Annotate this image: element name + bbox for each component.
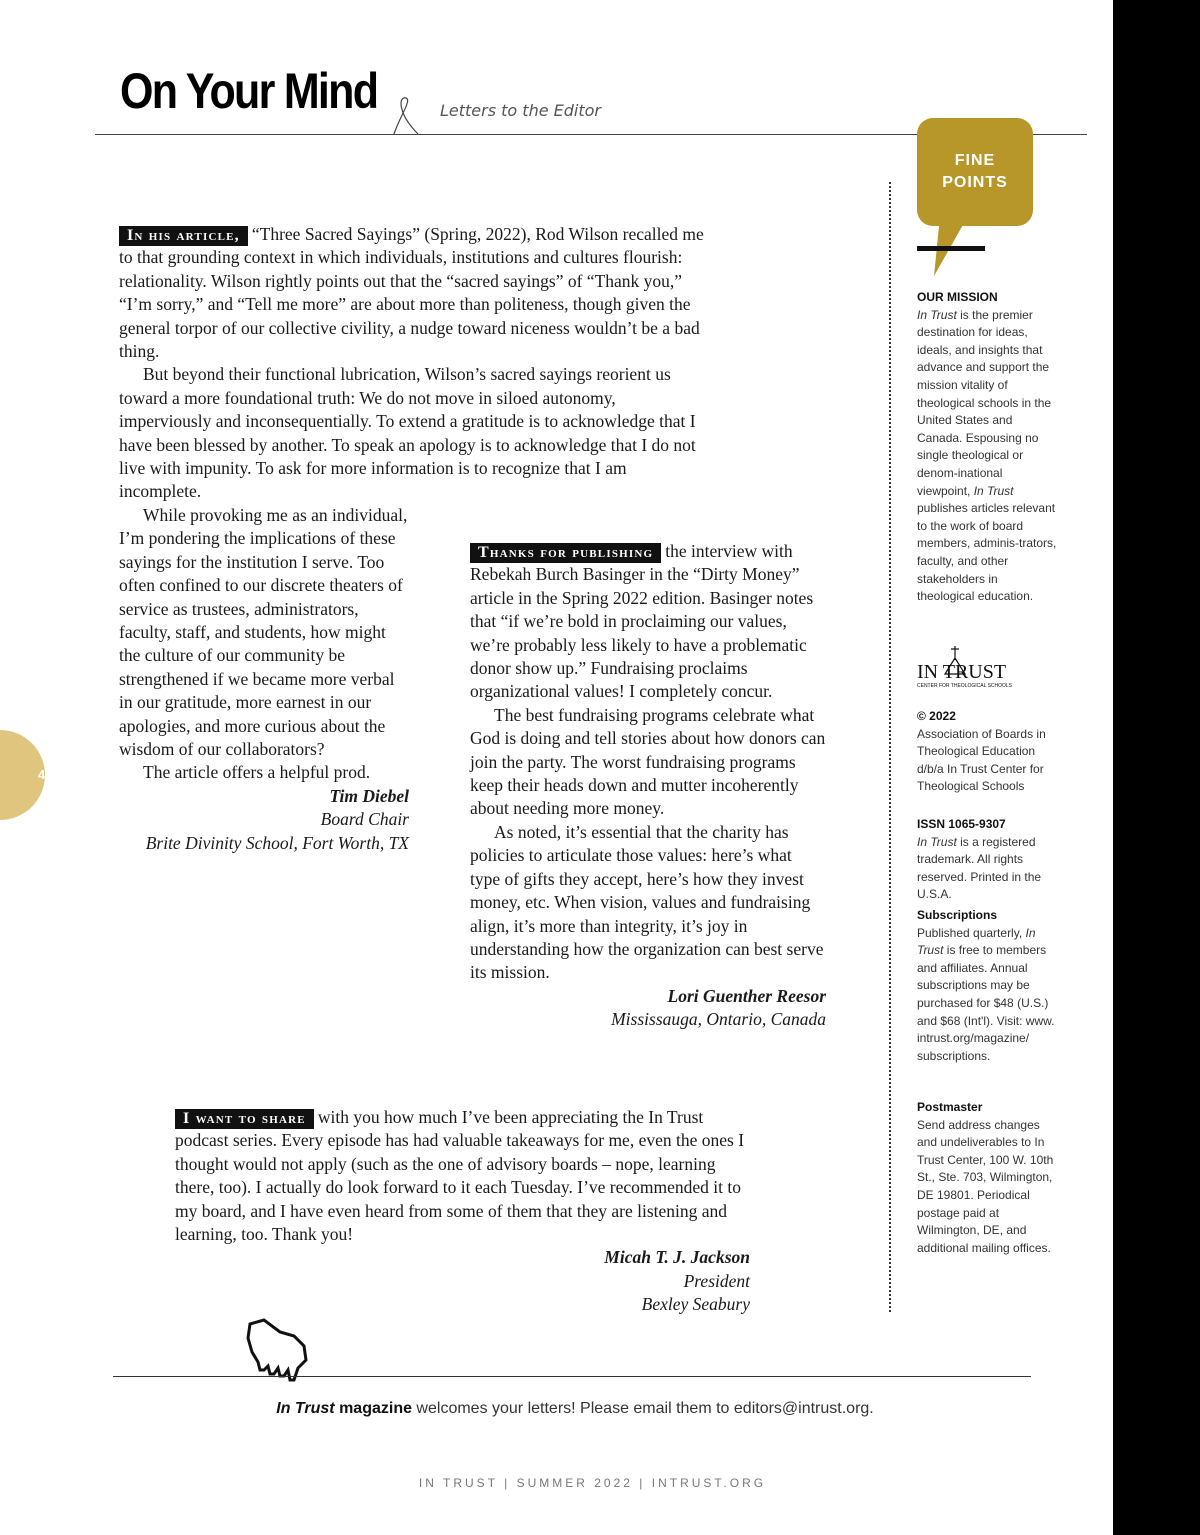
letter-1-p1: “Three Sacred Sayings” (Spring, 2022), Rod Wilson recalled me to that grounding context in which individuals, institutions and cultures flourish: relationality. Wilson rightly points out that the “sacred sayings” of “Thank you,” “I’m sorry,” and “Tell me more” are about more than politeness, though given the general torpor of our collective civility, a nudge toward niceness wouldn’t be a bad thing.	[119, 224, 704, 362]
right-edge-bar	[1113, 0, 1200, 1535]
letter-3-signature	[175, 1246, 750, 1316]
subscriptions-heading: Subscriptions	[917, 908, 998, 922]
sidebar-divider	[889, 182, 891, 1312]
subscriptions-brand: In Trust	[917, 925, 1036, 958]
subscriptions-block	[917, 907, 1057, 1065]
subscriptions-text-2: is free to members and affiliates. Annual subscriptions may be purchased for $48 (U.S.) and $68 (Int'l). Visit: www. intrust.org/magazine/ subscriptions.	[917, 943, 1055, 1063]
letter-1-sig-name: Tim Diebel	[329, 785, 409, 806]
mission-brand-2: In Trust	[973, 483, 1014, 498]
letter-1-p4: The article offers a helpful prod.	[143, 762, 371, 783]
letter-2-p2: The best fundraising programs celebrate what God is doing and tell stories about how donors can join the party. The worst fundraising programs keep their heads down and mutter incoherently about needing more money.	[470, 704, 826, 819]
issn-text: is a registered trademark. All rights reserved. Printed in the U.S.A.	[917, 834, 1042, 902]
copyright-text: Association of Boards in Theological Education d/b/a In Trust Center for Theological Schools	[917, 726, 1046, 794]
letter-1-p3: While provoking me as an individual, I’m pondering the implications of these sayings for the institution I serve. Too often confined to our discrete theaters of service as trustees, administrators, faculty, staff, and students, how might the culture of our community be strengthened if we became more verbal in our gratitude, more earnest in our apologies, and more curious about the wisdom of our collaborators?	[119, 505, 408, 760]
issn-heading: ISSN 1065-9307	[917, 817, 1006, 831]
mission-heading: OUR MISSION	[917, 290, 998, 304]
letter-3-lead: I want to share	[175, 1109, 314, 1129]
letter-2-p3: As noted, it’s essential that the charity has policies to articulate those values: here’s what type of gifts they accept, here’s how they invest money, etc. When vision, values and fundraising align, it’s more than integrity, it’s joy in understanding how the organization can best serve its mission.	[470, 821, 824, 983]
postmaster-heading: Postmaster	[917, 1100, 983, 1114]
welcome-text: welcomes your letters! Please email them to editors@intrust.org.	[411, 1400, 874, 1417]
badge-line-2: POINTS	[942, 174, 1008, 191]
copyright-heading: © 2022	[917, 709, 956, 723]
issn-brand: In Trust	[917, 834, 957, 849]
page-subtitle: Letters to the Editor	[440, 101, 601, 120]
loop-ornament	[392, 96, 420, 136]
mission-text: is the premier destination for ideas, ideals, and insights that advance and support the mission vitality of theological schools in the United States and Canada. Espousing no single theological or denom-inational viewpoint,	[917, 307, 1052, 498]
letter-2-sig-name: Lori Guenther Reesor	[667, 985, 826, 1006]
subscriptions-text-1: Published quarterly,	[917, 925, 1026, 940]
page-footer: IN TRUST | SUMMER 2022 | INTRUST.ORG	[418, 1476, 767, 1490]
fine-points-badge	[917, 118, 1033, 226]
letter-3-sig-title: President	[683, 1270, 750, 1291]
letter-1-top	[119, 223, 709, 504]
letter-3-sig-name: Micah T. J. Jackson	[604, 1247, 750, 1268]
mission-text-2: publishes articles relevant to the work of board members, adminis-trators, faculty, and other stakeholders in theological education.	[917, 501, 1057, 604]
mission-block	[917, 289, 1057, 606]
letter-2	[470, 540, 826, 1032]
letter-2-sig-place: Mississauga, Ontario, Canada	[611, 1009, 826, 1030]
letter-2-p1: the interview with Rebekah Burch Basinger in the “Dirty Money” article in the Spring 2022 edition. Basinger notes that “if we’re bold in proclaiming our values, we’re probably less likely to have a problematic donor show up.” Fundraising proclaims organizational values! I completely concur.	[470, 541, 814, 702]
letter-1-sig-org: Brite Divinity School, Fort Worth, TX	[145, 832, 409, 853]
letter-2-signature	[470, 985, 826, 1032]
letter-3-p1: with you how much I’ve been appreciating the In Trust podcast series. Every episode has had valuable takeaways for me, even the ones I thought would not apply (such as the one of advisory boards – nope, learning there, too). I actually do look forward to it each Tuesday. I’ve recommended it to my board, and I have even heard from some of them that they are listening and learning, too. Thank you!	[175, 1107, 745, 1245]
letter-1-column	[119, 504, 409, 855]
in-trust-logo	[917, 640, 1051, 690]
letter-3-sig-org: Bexley Seabury	[641, 1294, 750, 1315]
welcome-brand: In Trust	[276, 1400, 335, 1417]
letter-1-signature	[119, 785, 409, 855]
logo-text: IN TRUST	[917, 661, 1007, 683]
copyright-block	[917, 708, 1057, 796]
welcome-note	[0, 1400, 1150, 1418]
page-number: 4	[38, 767, 46, 782]
welcome-word: magazine	[334, 1400, 412, 1417]
page-title: On Your Mind	[120, 63, 378, 119]
mission-brand: In Trust	[917, 307, 957, 322]
bottom-rule	[113, 1376, 1031, 1377]
issn-block	[917, 816, 1057, 904]
letter-2-lead: Thanks for publishing	[470, 543, 661, 563]
logo-subtext: CENTER FOR THEOLOGICAL SCHOOLS	[917, 683, 1013, 689]
badge-line-1: FINE	[954, 152, 996, 169]
letter-3	[175, 1106, 750, 1317]
letter-1-sig-title: Board Chair	[320, 809, 409, 830]
postmaster-text: Send address changes and undeliverables to In Trust Center, 100 W. 10th St., Ste. 703, Wilmington, DE 19801. Periodical postage paid at Wilmington, DE, and additional mailing offices.	[917, 1117, 1054, 1255]
letter-1-lead: In his article,	[119, 226, 248, 246]
postmaster-block	[917, 1099, 1057, 1257]
badge-underline	[917, 246, 985, 251]
letter-1-p2: But beyond their functional lubrication, Wilson’s sacred sayings reorient us toward a more foundational truth: We do not move in siloed autonomy, imperviously and inconsequentially. To extend a gratitude is to acknowledge that I have been blessed by another. To speak an apology is to acknowledge that I do not live with impunity. To ask for more information is to recognize that I am incomplete.	[119, 364, 696, 502]
